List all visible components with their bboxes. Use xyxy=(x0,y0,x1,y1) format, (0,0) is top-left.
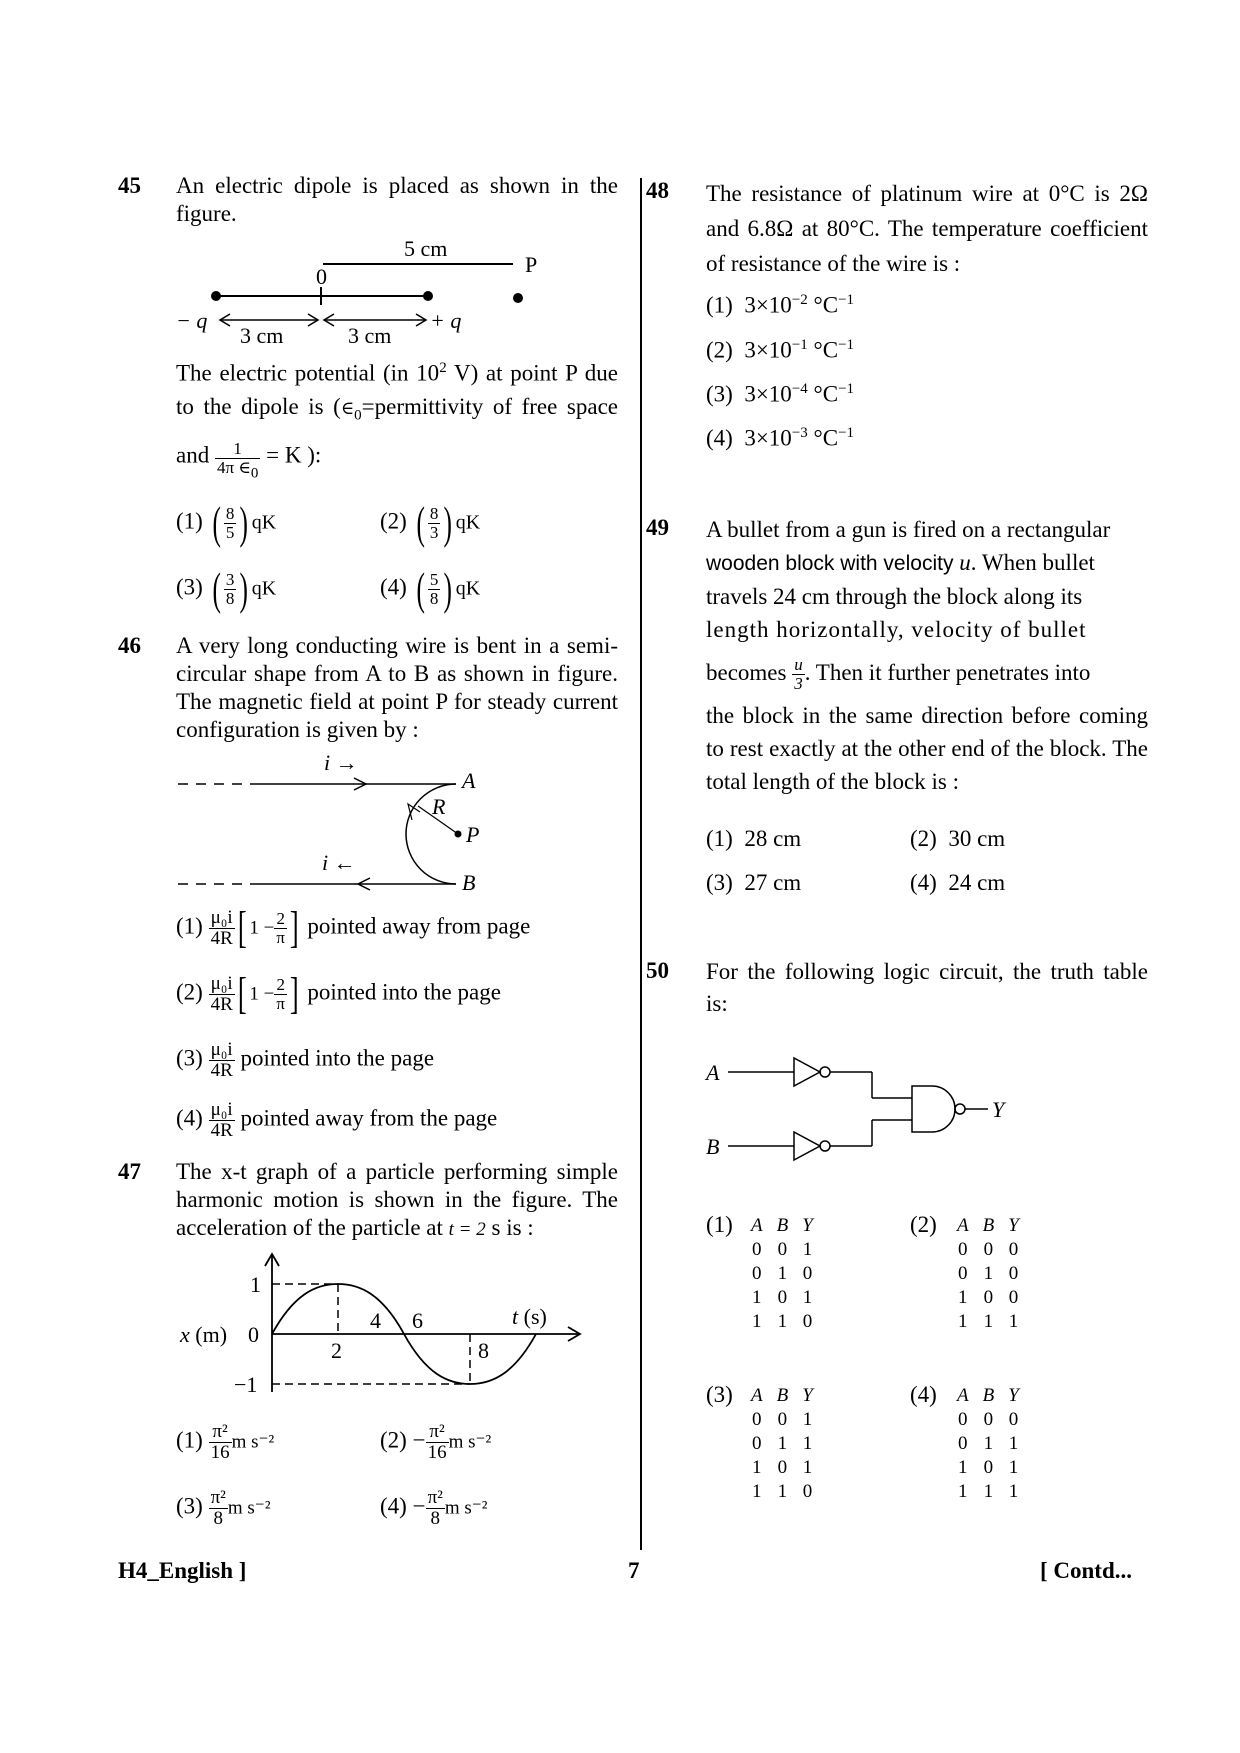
table-row: 1 1 1 xyxy=(958,1481,1019,1502)
q47-fig-ym1: −1 xyxy=(234,1372,258,1397)
q50-fig-y: Y xyxy=(992,1097,1005,1122)
q46-text: A very long conducting wire is bent in a semi-circular shape from A to B as shown in figure. The magnetic field at point P for steady current configuration is given by : xyxy=(176,633,618,742)
q46-option-1[interactable]: (1) $\frac{\text{μ₀i}}{4R}$ [ 1 − $\frac{2}{\pi}$ ] pointed away from page xyxy=(176,903,531,952)
q48-option-2[interactable]: (2) $3\times 10^{-1}$ $^\circ C^{-1}$ xyxy=(706,337,855,363)
table-row: 0 1 0 xyxy=(752,1263,813,1284)
q48-option-3[interactable]: (3) $3\times 10^{-4}$ $^\circ C^{-1}$ xyxy=(706,381,855,407)
table-row: 0 1 0 xyxy=(958,1263,1019,1284)
q50-option-3-table[interactable]: A B Y 0 0 1 0 1 1 1 0 1 1 1 0 xyxy=(744,1384,820,1504)
table-row: 1 0 1 xyxy=(752,1287,813,1308)
q49-option-2[interactable]: (2) 30 cm xyxy=(910,826,1006,851)
q45-text: An electric dipole is placed as shown in the figure. xyxy=(176,173,618,226)
q47-fig-t2: 2 xyxy=(331,1338,342,1363)
q46-option-2[interactable]: (2) $\frac{\text{μ₀i}}{4R}$ [ 1 − $\frac{2}{\pi}$ ] pointed into the page xyxy=(176,969,501,1018)
q50-option-1-table[interactable]: A B Y 0 0 1 0 1 0 1 0 1 1 1 0 xyxy=(744,1214,820,1334)
column-divider xyxy=(640,178,642,1550)
q49-text: A bullet from a gun is fired on a rectangular wooden block with velocity u. When bullet travels 24 cm through the block along its length horizontally, velocity of bullet becomes $\frac{u}{3}$ . Then it further penetrates into the block in the same direction before coming to rest exactly at the other end of the block. The total length of the block is : xyxy=(706,517,1148,795)
q50-number: 50 xyxy=(646,958,669,983)
table-row: 1 1 1 xyxy=(958,1311,1019,1332)
q45-fig-d1: 3 cm xyxy=(240,323,284,348)
q46-fig-i-bot: i ← xyxy=(322,850,356,875)
q45-number: 45 xyxy=(118,173,141,198)
q50-option-4-label[interactable]: (4) xyxy=(910,1382,937,1407)
table-row: 1 0 1 xyxy=(752,1457,813,1478)
q47-fig-t6: 6 xyxy=(412,1308,423,1333)
q47-option-1[interactable]: (1) $\frac{\text{π²}}{16}$ m s⁻² xyxy=(176,1421,275,1463)
q47-option-3[interactable]: (3) $\frac{\text{π²}}{8}$ m s⁻² xyxy=(176,1487,271,1529)
q46-number: 46 xyxy=(118,633,141,658)
q45-fig-pos-q: + q xyxy=(430,308,462,333)
q45-fig-neg-q: − q xyxy=(176,308,208,333)
q48-number: 48 xyxy=(646,178,669,203)
q46-fig-a: A xyxy=(462,768,476,793)
table-row: 0 0 1 xyxy=(752,1239,813,1260)
q50-option-4-table[interactable]: A B Y 0 0 0 0 1 1 1 0 1 1 1 1 xyxy=(950,1384,1026,1504)
q50-logic-circuit xyxy=(700,1044,1020,1174)
q46-option-3[interactable]: (3) $\frac{\text{μ₀i}}{4R}$ pointed into the page xyxy=(176,1039,435,1081)
q46-option-4[interactable]: (4) $\frac{\text{μ₀i}}{4R}$ pointed away from the page xyxy=(176,1099,498,1141)
q47-shm-graph xyxy=(176,1250,596,1400)
table-row: 1 1 0 xyxy=(752,1311,813,1332)
q47-fig-y0: 0 xyxy=(248,1322,259,1347)
q47-fig-xlabel: t (s) xyxy=(512,1304,547,1329)
q45-dipole-figure xyxy=(168,232,548,350)
q46-fig-b: B xyxy=(462,870,476,895)
q46-fig-p: P xyxy=(466,822,480,847)
footer-left: H4_English ] xyxy=(118,1558,247,1583)
q45-option-4[interactable]: (4) ( $\frac{5}{8}$ ) qK xyxy=(380,563,481,614)
q50-option-3-label[interactable]: (3) xyxy=(706,1382,733,1407)
q47-option-2[interactable]: (2) − $\frac{\text{π²}}{16}$ m s⁻² xyxy=(380,1421,492,1463)
table-row: 0 0 0 xyxy=(958,1239,1019,1260)
q46-wire-figure xyxy=(176,748,536,900)
q49-option-1[interactable]: (1) 28 cm xyxy=(706,826,802,851)
q50-fig-a: A xyxy=(706,1060,720,1085)
footer-right: [ Contd... xyxy=(1040,1558,1133,1583)
q47-option-4[interactable]: (4) − $\frac{\text{π²}}{8}$ m s⁻² xyxy=(380,1487,488,1529)
page-number: 7 xyxy=(628,1558,640,1583)
q45-text2: The electric potential (in $10^2$ V) at point P due to the dipole is ($\in_0=permittivity$ of free space and $\frac{1}{4\pi \in_0}$ = K ): xyxy=(176,360,618,482)
q48-option-4[interactable]: (4) $3\times 10^{-3}$ $^\circ C^{-1}$ xyxy=(706,425,855,451)
q45-option-2[interactable]: (2) ( $\frac{8}{3}$ ) qK xyxy=(380,497,481,548)
q49-option-4[interactable]: (4) 24 cm xyxy=(910,870,1006,895)
q50-fig-b: B xyxy=(706,1134,720,1159)
table-row: 0 1 1 xyxy=(958,1433,1019,1454)
table-row: 1 1 0 xyxy=(752,1481,813,1502)
q45-option-3[interactable]: (3) ( $\frac{3}{8}$ ) qK xyxy=(176,563,277,614)
q45-fig-5cm: 5 cm xyxy=(404,236,448,261)
q50-text: For the following logic circuit, the truth table is: xyxy=(706,959,1148,1016)
q48-text: The resistance of platinum wire at 0°C is 2Ω and 6.8Ω at 80°C. The temperature coefficient of resistance of the wire is : xyxy=(706,181,1148,276)
q47-fig-t4: 4 xyxy=(370,1308,381,1333)
q46-fig-i-top: i → xyxy=(324,750,358,775)
q50-option-2-label[interactable]: (2) xyxy=(910,1212,937,1237)
q47-fig-y1: 1 xyxy=(250,1272,261,1297)
q46-fig-r: R xyxy=(432,794,446,819)
q49-option-3[interactable]: (3) 27 cm xyxy=(706,870,802,895)
table-row: 1 0 0 xyxy=(958,1287,1019,1308)
q45-fig-d2: 3 cm xyxy=(348,323,392,348)
q49-number: 49 xyxy=(646,515,669,540)
table-row: 0 0 0 xyxy=(958,1409,1019,1430)
table-row: 0 1 1 xyxy=(752,1433,813,1454)
q47-number: 47 xyxy=(118,1159,141,1184)
q45-fig-p: P xyxy=(525,252,538,277)
q50-option-2-table[interactable]: A B Y 0 0 0 0 1 0 1 0 0 1 1 1 xyxy=(950,1214,1026,1334)
q47-fig-ylabel: x (m) xyxy=(180,1322,228,1347)
table-row: 1 0 1 xyxy=(958,1457,1019,1478)
table-row: 0 0 1 xyxy=(752,1409,813,1430)
q45-option-1[interactable]: (1) ( $\frac{8}{5}$ ) qK xyxy=(176,497,277,548)
q48-option-1[interactable]: (1) $3\times 10^{-2}$ $^\circ C^{-1}$ xyxy=(706,292,855,318)
q47-text: The x-t graph of a particle performing simple harmonic motion is shown in the figure. The acceleration of the particle at t = 2 s is : xyxy=(176,1159,618,1240)
q45-fig-zero: 0 xyxy=(316,264,327,289)
q47-fig-t8: 8 xyxy=(478,1338,489,1363)
q50-option-1-label[interactable]: (1) xyxy=(706,1212,733,1237)
